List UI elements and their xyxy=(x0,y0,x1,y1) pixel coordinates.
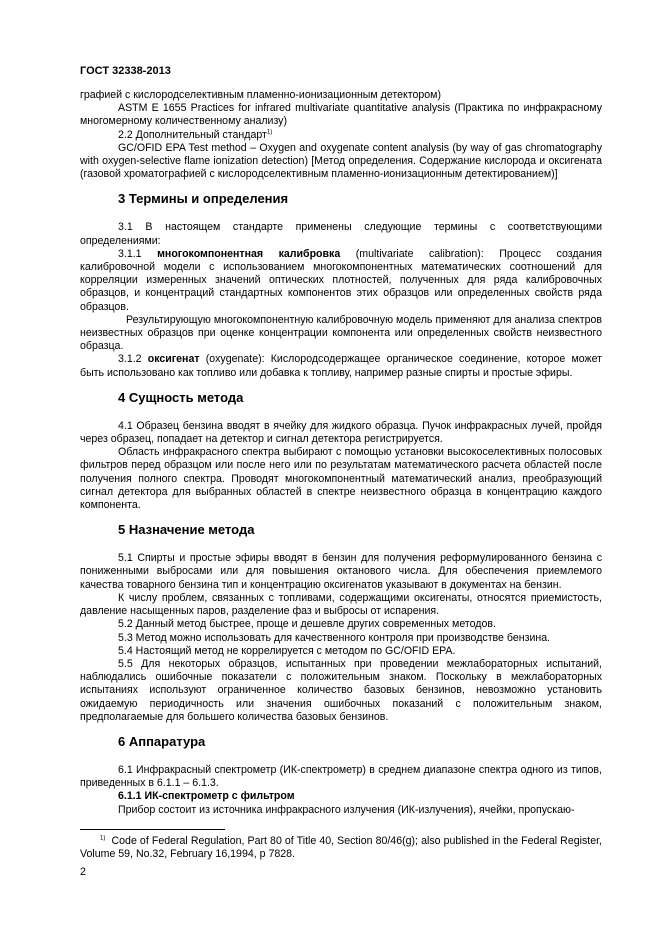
paragraph: Прибор состоит из источника инфракрасного излучения (ИК-излучения), ячейки, пропускаю- xyxy=(118,803,575,816)
page-number: 2 xyxy=(80,866,86,879)
term-number: 3.1.1 xyxy=(118,247,142,260)
footnote-text: Code of Federal Regulation, Part 80 of Title 40, Section 80/46(g); also published in the Federal Register, Volume 59, No.32, February 16,1994, p 7828. xyxy=(80,834,602,860)
paragraph xyxy=(80,129,602,142)
term-definition: (multivariate calibration): Процесс создания калибровочной модели с использованием многокомпонентных математических соотношений для корреляции измеренных значений оптических плотностей, полученных для ряда калибровочных образцов, и концентраций стандартных компонентов этих образцов или определенных свойств ряда образцов. xyxy=(80,247,603,313)
paragraph: К числу проблем, связанных с топливами, содержащими оксигенаты, относятся приемистость, давление насыщенных паров, разделение фаз и выбросы от испарения. xyxy=(80,591,602,618)
footnote xyxy=(80,835,602,861)
paragraph: 5.4 Настоящий метод не коррелируется с методом по GC/OFID EPA. xyxy=(118,644,456,657)
document-header: ГОСТ 32338-2013 xyxy=(80,65,171,77)
footnote-divider xyxy=(80,829,225,830)
section-4 xyxy=(80,420,602,512)
subsection-heading: 6.1.1 ИК-спектрометр с фильтром xyxy=(118,790,295,803)
section-5 xyxy=(80,552,602,724)
section-heading: 4 Сущность метода xyxy=(118,389,244,405)
term: оксигенат xyxy=(147,353,200,366)
term-number: 3.1.2 xyxy=(118,353,142,366)
paragraph: 5.1 Спирты и простые эфиры вводят в бензин для получения реформулированного бензина с пониженными выбросами или для повышения октанового числа. Для обеспечения приемлемого качества товарного бензина тип и концентрацию оксигенатов указывают в документах на бензин. xyxy=(80,552,602,591)
paragraph: 4.1 Образец бензина вводят в ячейку для жидкого образца. Пучок инфракрасных лучей, пройдя через образец, попадает на детектор и сигнал детектора регистрируется. xyxy=(80,419,602,446)
paragraph: ASTM E 1655 Practices for infrared multivariate quantitative analysis (Практика по инфракрасному многомерному количественному анализу) xyxy=(80,102,602,128)
paragraph: Область инфракрасного спектра выбирают с помощью установки высокоселективных полосовых фильтров перед образцом или после него или по результатам математического расчета областей после получения полного спектра. Проводят многокомпонентный математический анализ, преобразующий сигнал детектора для выбранных областей в спектре неизвестного образца в концентрацию каждого компонента. xyxy=(80,446,602,512)
footnote-mark: 1) xyxy=(100,835,106,842)
footnote-ref: 1) xyxy=(266,129,273,136)
term-definition: (oxygenate): Кислородсодержащее органическое соединение, которое может быть использовано как топливо или добавка к топливу, например разные спирты и простые эфиры. xyxy=(80,353,602,379)
paragraph xyxy=(80,248,602,314)
section-heading: 5 Назначение метода xyxy=(118,522,255,538)
paragraph: 6.1 Инфракрасный спектрометр (ИК-спектрометр) в среднем диапазоне спектра одного из типов, приведенных в 6.1.1 – 6.1.3. xyxy=(80,763,602,790)
section-3 xyxy=(80,221,602,379)
section-heading: 3 Термины и определения xyxy=(118,191,289,207)
paragraph: 5.5 Для некоторых образцов, испытанных при проведении межлабораторных испытаний, наблюдались ошибочные показатели с положительным знаком. Поскольку в межлабораторных испытаниях используют ограниченное количество базовых бензинов, невозможно установить ожидаемую периодичность или значения ошибочных показаний с положительным знаком, предполагаемые для большего количества базовых бензинов. xyxy=(80,657,602,723)
paragraph: Результирующую многокомпонентную калибровочную модель применяют для анализа спектров неизвестных образцов при оценке концентрации компонента или определенных свойств неизвестного образца. xyxy=(80,313,602,353)
intro-section xyxy=(80,89,602,181)
section-6 xyxy=(80,764,602,817)
paragraph-text: 2.2 Дополнительный стандарт xyxy=(118,128,267,141)
paragraph xyxy=(80,353,602,379)
paragraph: GC/OFID EPA Test method – Oxygen and oxygenate content analysis (by way of gas chromatography with oxygen-selective flame ionization detection) [Метод определения. Содержание кислорода и оксигената (газовой хроматографией с кислородселективным пламенно-ионизационным детектированием)] xyxy=(80,141,602,181)
paragraph: 5.3 Метод можно использовать для качественного контроля при производстве бензина. xyxy=(118,631,551,644)
paragraph: 5.2 Данный метод быстрее, проще и дешевле других современных методов. xyxy=(118,618,496,631)
term: многокомпонентная калибровка xyxy=(157,247,341,260)
paragraph: 3.1 В настоящем стандарте применены следующие термины с соответствующими определениями: xyxy=(80,221,602,247)
section-heading: 6 Аппаратура xyxy=(118,733,206,749)
paragraph: графией с кислородселективным пламенно-ионизационным детектором) xyxy=(80,89,441,101)
